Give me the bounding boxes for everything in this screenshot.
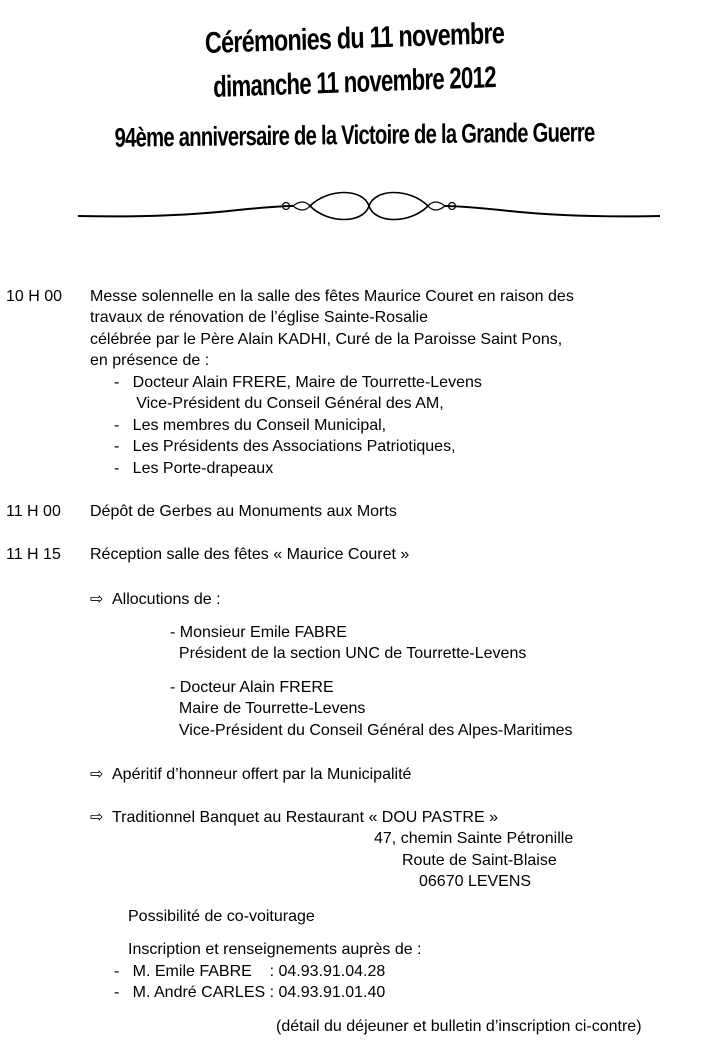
time-11h00: 11 H 00 [6,503,61,520]
banquet-address-2: Route de Saint-Blaise [402,852,557,869]
ornament-divider [78,186,660,228]
mass-line-1: Messe solennelle en la salle des fêtes Maurice Couret en raison des [90,288,574,305]
wreath-laying: Dépôt de Gerbes au Monuments aux Morts [90,503,397,520]
title-line-1: Cérémonies du 11 novembre [204,16,505,61]
allocutions-heading: ⇨ Allocutions de : [90,589,221,611]
title-line-2: dimanche 11 novembre 2012 [212,61,497,104]
contact-1: - M. Emile FABRE : 04.93.91.04.28 [114,963,386,980]
attendee-2: - Les membres du Conseil Municipal, [114,417,387,434]
speaker-2-title-1: Maire de Tourrette-Levens [170,700,366,717]
aperitif-line: ⇨ Apéritif d’honneur offert par la Municipalité [90,764,411,786]
speaker-2-name: - Docteur Alain FRERE [170,679,334,696]
banquet-address-3: 06670 LEVENS [419,873,532,890]
mass-line-2: travaux de rénovation de l’église Sainte-Rosalie [90,309,428,326]
detail-note: (détail du déjeuner et bulletin d’inscription ci-contre) [276,1018,642,1035]
attendee-4: - Les Porte-drapeaux [114,460,274,477]
speaker-1-name: - Monsieur Emile FABRE [170,624,347,641]
mass-line-3: célébrée par le Père Alain KADHI, Curé de la Paroisse Saint Pons, [90,331,563,348]
banquet-address-1: 47, chemin Sainte Pétronille [374,830,574,847]
carpool-note: Possibilité de co-voiturage [128,908,315,925]
inscription-heading: Inscription et renseignements auprès de : [128,941,422,958]
attendee-1-title: Vice-Président du Conseil Général des AM, [114,395,444,412]
mass-line-4: en présence de : [90,352,210,369]
arrow-right-icon: ⇨ [90,591,104,608]
speaker-2-title-2: Vice-Président du Conseil Général des Alpes-Maritimes [170,722,573,739]
attendee-1: - Docteur Alain FRERE, Maire de Tourrette-Levens [114,374,482,391]
time-10h00: 10 H 00 [6,288,63,305]
speaker-1-title: Président de la section UNC de Tourrette-Levens [170,645,527,662]
reception: Réception salle des fêtes « Maurice Couret » [90,546,410,563]
time-11h15: 11 H 15 [6,546,61,563]
attendee-3: - Les Présidents des Associations Patriotiques, [114,438,456,455]
arrow-right-icon: ⇨ [90,809,104,826]
arrow-right-icon: ⇨ [90,766,104,783]
banquet-line: ⇨ Traditionnel Banquet au Restaurant « DOU PASTRE » [90,807,498,829]
contact-2: - M. André CARLES : 04.93.91.01.40 [114,984,386,1001]
title-line-3: 94ème anniversaire de la Victoire de la Grande Guerre [114,117,595,153]
